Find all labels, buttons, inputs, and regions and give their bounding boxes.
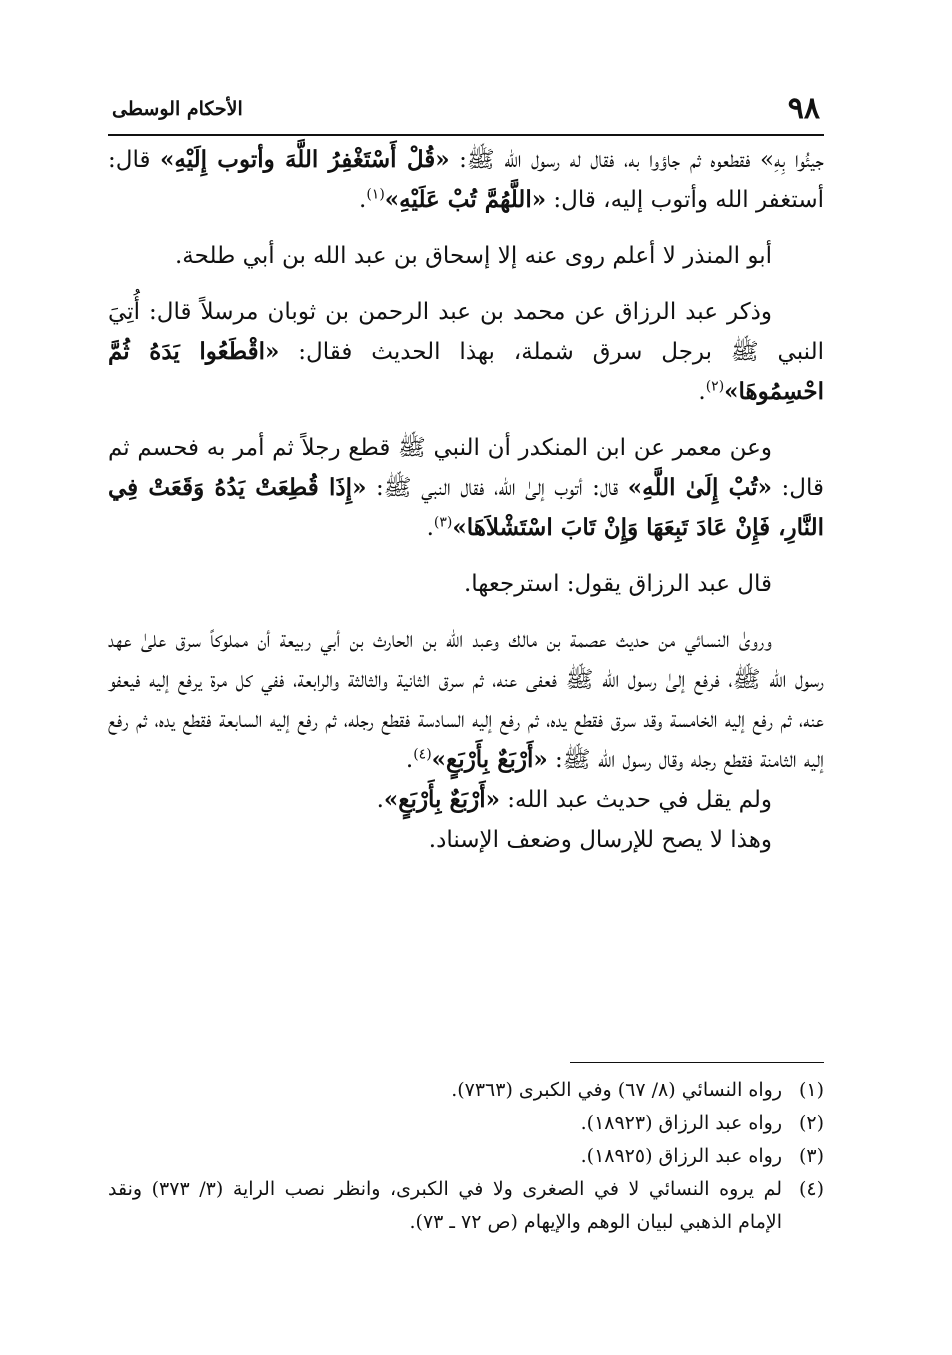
footnote-number: (١) [798,1079,824,1101]
hadith-quote: «قُلْ أَسْتَغْفِرُ اللَّهَ وأتوب إِلَيْهِ» [160,146,450,173]
paragraph-2: أبو المنذر لا أعلم روى عنه إلا إسحاق بن عبد الله بن أبي طلحة. [174,243,772,269]
text-run: وذكر عبد الرزاق عن محمد بن عبد الرحمن بن ثوبان مرسلاً قال: أُتِيَ النبي ﷺ برجل سرق شملة، بهذا الحديث فقال: [108,299,825,365]
text-run: . [426,515,434,541]
paragraph-7 [108,780,824,820]
footnote-3 [108,1140,824,1173]
text-run: . [698,379,706,405]
text-run: . [359,187,367,213]
footnote-text: رواه عبد الرزاق (١٨٩٢٥). [580,1145,782,1167]
text-run: وروىٰ النسائي من حديث عصمة بن مالك وعبد الله بن الحارث بن أبي ربيعة أن مملوكاً سرق علىٰ عهد رسول الله ﷺ، فرفع إلىٰ رسول الله ﷺ فعفى عنه، ثم سرق الثانية والثالثة والرابعة، ففي كل مرة يرفع إليه فيعفو عنه، ثم رفع إليه الخامسة وقد سرق فقطع يده، ثم رفع إليه السادسة فقطع رجله، ثم رفع إليه السابعة فقطع يده، ثم رفع إليه الثامنة فقطع رجله وقال رسول الله ﷺ: [108,627,824,773]
footnote-ref-2[interactable]: (٢) [705,378,725,395]
paragraph-8: وهذا لا يصح للإرسال وضعف الإسناد. [428,827,772,853]
footnote-ref-3[interactable]: (٣) [433,514,453,531]
hadith-quote: «إِذَا قُطِعَتْ يَدُهُ وَقَعَتْ فِي النَّارِ، فَإِنْ عَادَ تَبِعَهَا وَإِنْ تَابَ اسْتَشْلاَهَا» [108,474,824,541]
footnote-4 [108,1173,824,1239]
paragraph-1 [108,140,824,220]
text-run: وعن معمر عن ابن المنكدر أن النبي ﷺ قطع رجلاً ثم أمر به فحسم ثم قال: [108,435,824,501]
hadith-quote: «اقْطَعُوا يَدَهُ ثُمَّ احْسِمُوهَا» [108,338,824,405]
footnotes [108,1074,824,1239]
footnote-text: لم يروه النسائي لا في الصغرى ولا في الكبرى، وانظر نصب الراية (٣/ ٣٧٣) ونقد الإمام الذهبي لبيان الوهم والإيهام (ص ٧٢ ـ ٧٣). [108,1178,783,1233]
footnote-text: رواه النسائي (٨/ ٦٧) وفي الكبرى (٧٣٦٣). [451,1079,782,1101]
footnote-ref-1[interactable]: (١) [366,186,385,203]
text-run: قال: أتوب إلىٰ الله، فقال النبي ﷺ: [366,475,628,501]
page-header [108,92,824,128]
paragraph-4 [108,428,824,548]
hadith-quote: «أَرْبَعٌ بِأَرْبَعٍ» [431,746,548,773]
footnote-ref-4[interactable]: (٤) [413,746,432,763]
header-rule [108,134,824,136]
text-run: . [405,747,414,773]
page-number: ٩٨ [787,91,820,126]
hadith-quote: «تُبْ إِلَىٰ اللَّهِ» [627,474,772,501]
text-run: قال: أستغفر الله وأتوب إليه، قال: [108,147,824,213]
paragraph-3 [108,292,824,412]
paragraph-6 [108,620,824,780]
footnote-1 [108,1074,824,1107]
main-text [108,140,824,860]
text-run: ولم يقل في حديث عبد الله: [499,787,772,813]
text-run: . [376,787,384,813]
footnote-2 [108,1107,824,1140]
footnote-rule [570,1062,824,1063]
text-run: جيئُوا بِهِ» فقطعوه ثم جاؤوا به، فقال له رسول الله ﷺ: [449,147,824,173]
footnote-number: (٣) [798,1145,824,1167]
hadith-quote: «اللَّهُمَّ تُبْ عَلَيْهِ» [384,186,547,213]
paragraph-5: قال عبد الرزاق يقول: استرجعها. [463,571,772,597]
running-title: الأحكام الوسطى [112,98,243,120]
footnote-number: (٢) [798,1112,824,1134]
hadith-quote: «أَرْبَعٌ بِأَرْبَعٍ» [383,786,500,813]
footnote-number: (٤) [798,1178,824,1200]
footnote-text: رواه عبد الرزاق (١٨٩٢٣). [580,1112,782,1134]
